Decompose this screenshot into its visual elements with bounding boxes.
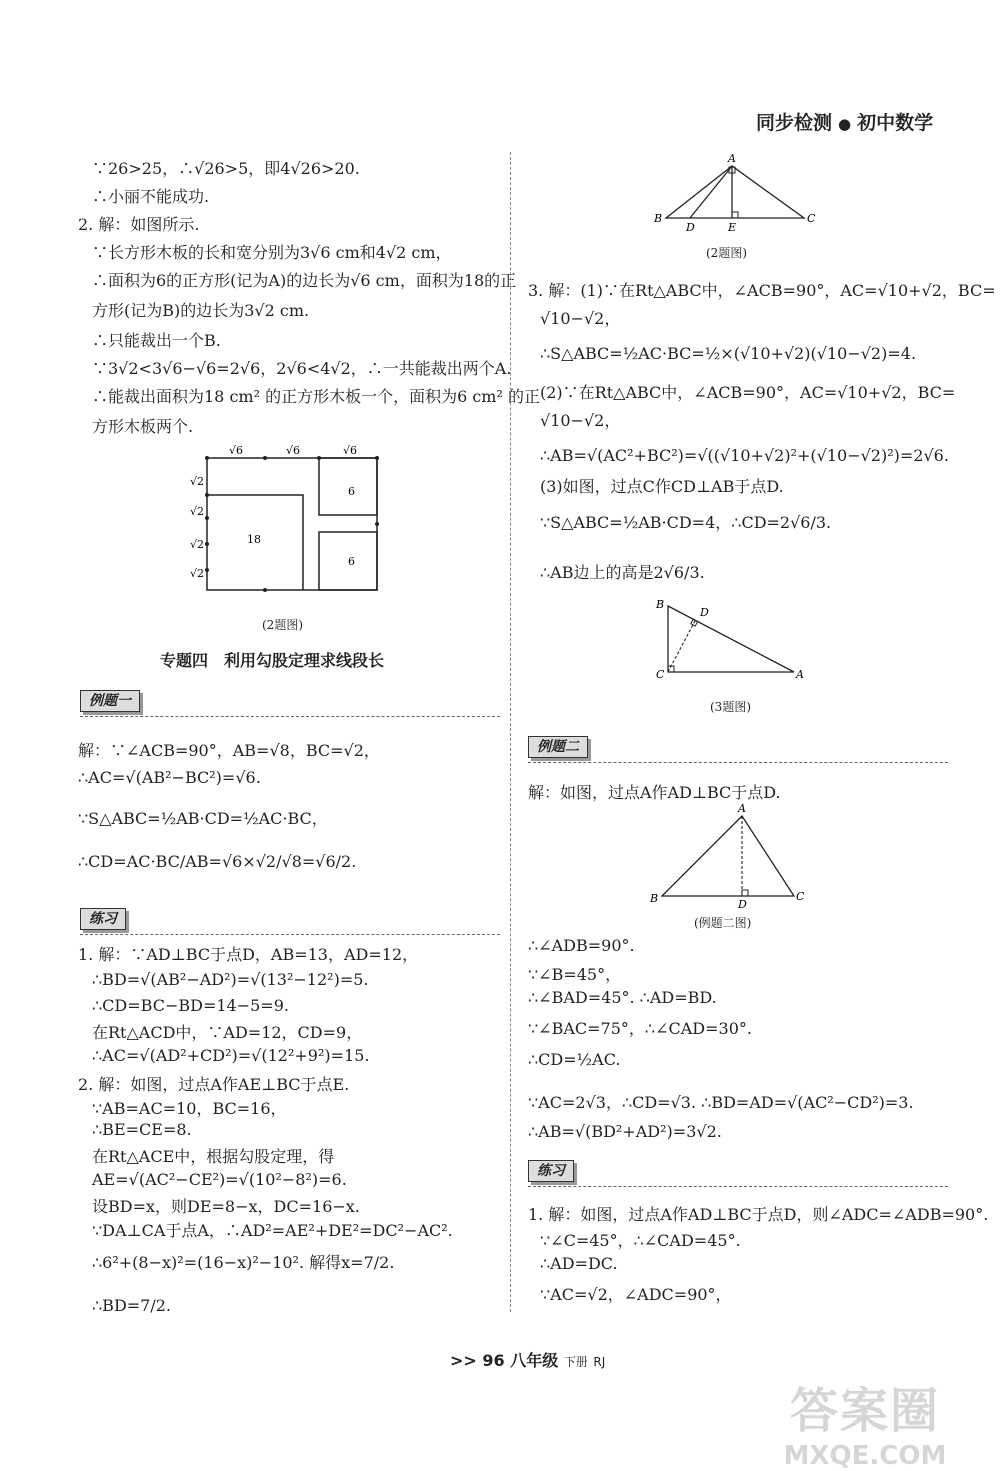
vertex-label: A — [728, 152, 736, 165]
vertex-label: D — [700, 606, 709, 619]
tag-rule — [528, 762, 948, 764]
vertex-label: C — [807, 212, 816, 225]
text-line: ∴能裁出面积为18 cm² 的正方形木板一个，面积为6 cm² 的正 — [92, 387, 540, 406]
text-line: ∴CD=BC−BD=14−5=9. — [92, 996, 289, 1015]
side-label: √2 — [190, 567, 205, 580]
area-label-a1: 6 — [348, 485, 355, 498]
text-line: ∵3√2<3√6−√6=2√6，2√6<4√2，∴一共能裁出两个A. — [92, 359, 512, 378]
text-line: ∴面积为6的正方形(记为A)的边长为√6 cm，面积为18的正 — [92, 271, 517, 290]
area-label-b: 18 — [247, 533, 261, 546]
bullet-icon: ● — [838, 115, 852, 133]
vertex-label: C — [796, 890, 805, 903]
tag-rule — [528, 1186, 948, 1188]
area-label-a2: 6 — [348, 555, 355, 568]
watermark-bottom: MXQE.COM — [783, 1441, 947, 1471]
volume-label: 下册 — [563, 1355, 588, 1369]
vertex-label: C — [656, 668, 665, 681]
figure-caption: (3题图) — [710, 700, 751, 714]
vertex-label: D — [686, 221, 695, 234]
board-outline — [207, 458, 377, 590]
example-tag: 例题一 — [80, 690, 140, 712]
text-line: ∴CD=AC·BC/AB=√6×√2/√8=√6/2. — [78, 852, 357, 871]
text-line: ∵∠BAC=75°，∴∠CAD=30°. — [528, 1019, 752, 1038]
column-divider — [510, 152, 512, 1312]
text-line: ∵AB=AC=10，BC=16， — [92, 1099, 287, 1118]
text-line: ∵AC=2√3，∴CD=√3. ∴BD=AD=√(AC²−CD²)=3. — [528, 1093, 914, 1112]
board-cutting-figure — [185, 440, 405, 600]
top-label: √6 — [286, 444, 301, 457]
text-line: ∴AB边上的高是2√6/3. — [540, 563, 705, 582]
vertex-label: D — [738, 898, 747, 910]
text-line: ∵26>25，∴√26>5，即4√26>20. — [92, 159, 360, 178]
watermark-top: 答案圈 — [789, 1383, 940, 1439]
text-line: ∵∠B=45°， — [528, 965, 622, 984]
side-label: √2 — [190, 505, 205, 518]
text-line: 1. 解：∵AD⊥BC于点D，AB=13，AD=12， — [78, 945, 419, 964]
triangle-figure-ex2 — [646, 802, 816, 910]
text-line: ∵S△ABC=½AB·CD=½AC·BC， — [78, 809, 328, 828]
grade-label: 八年级 — [510, 1351, 559, 1370]
text-line: ∴小丽不能成功. — [92, 187, 210, 206]
text-line: ∴6²+(8−x)²=(16−x)²−10². 解得x=7/2. — [92, 1253, 395, 1272]
vertex-label: E — [728, 221, 737, 234]
side-label: √2 — [190, 538, 205, 551]
text-line: (2)∵在Rt△ABC中，∠ACB=90°，AC=√10+√2，BC= — [540, 383, 956, 402]
text-line: ∴AC=√(AB²−BC²)=√6. — [78, 768, 261, 787]
text-line: ∴S△ABC=½AC·BC=½×(√10+√2)(√10−√2)=4. — [540, 344, 917, 363]
text-line: √10−√2， — [540, 411, 621, 430]
header-title-left: 同步检测 — [756, 112, 833, 134]
text-line: 解：∵∠ACB=90°，AB=√8，BC=√2， — [78, 741, 380, 760]
text-line: 设BD=x，则DE=8−x，DC=16−x. — [92, 1197, 360, 1216]
text-line: ∴AB=√(BD²+AD²)=3√2. — [528, 1122, 722, 1141]
text-line: ∵长方形木板的长和宽分别为3√6 cm和4√2 cm， — [92, 243, 452, 262]
text-line: ∴BD=7/2. — [92, 1296, 172, 1315]
text-line: ∴BD=√(AB²−AD²)=√(13²−12²)=5. — [92, 970, 369, 989]
page-number: 96 — [482, 1351, 505, 1370]
vertex-label: B — [654, 212, 663, 225]
text-line: 解：如图，过点A作AD⊥BC于点D. — [528, 783, 781, 802]
vertex-label: A — [738, 802, 746, 815]
footer-arrows: >> — [450, 1351, 477, 1370]
text-line: (3)如图，过点C作CD⊥AB于点D. — [540, 477, 784, 496]
text-line: ∴AC=√(AD²+CD²)=√(12²+9²)=15. — [92, 1046, 370, 1065]
tag-rule — [80, 934, 500, 936]
text-line: 2. 解：如图所示. — [78, 215, 200, 234]
text-line: 方形木板两个. — [92, 417, 194, 436]
text-line: AE=√(AC²−CE²)=√(10²−8²)=6. — [92, 1170, 347, 1189]
text-line: 方形(记为B)的边长为3√2 cm. — [92, 301, 310, 320]
text-line: ∴∠BAD=45°. ∴AD=BD. — [528, 988, 717, 1007]
text-line: ∴只能裁出一个B. — [92, 331, 221, 350]
text-line: ∵DA⊥CA于点A，∴AD²=AE²+DE²=DC²−AC². — [92, 1221, 453, 1240]
figure-caption: (例题二图) — [694, 916, 752, 930]
edition-label: RJ — [593, 1355, 606, 1369]
top-label: √6 — [343, 444, 358, 457]
text-line: 在Rt△ACD中，∵AD=12，CD=9， — [92, 1023, 363, 1042]
text-line: 1. 解：如图，过点A作AD⊥BC于点D，则∠ADC=∠ADB=90°. — [528, 1205, 989, 1224]
text-line: ∵∠C=45°，∴∠CAD=45°. — [540, 1231, 741, 1250]
text-line: ∴CD=½AC. — [528, 1050, 621, 1069]
text-line: ∵S△ABC=½AB·CD=4，∴CD=2√6/3. — [540, 513, 832, 532]
page-footer — [450, 1348, 605, 1371]
text-line: 3. 解：(1)∵在Rt△ABC中，∠ACB=90°，AC=√10+√2，BC= — [528, 281, 996, 300]
text-line: ∴AB=√(AC²+BC²)=√((√10+√2)²+(√10−√2)²)=2√6. — [540, 446, 949, 465]
watermark — [745, 1372, 985, 1471]
text-line: √10−√2， — [540, 309, 621, 328]
text-line: 在Rt△ACE中，根据勾股定理，得 — [92, 1147, 335, 1166]
text-line: ∴AD=DC. — [540, 1254, 618, 1273]
vertex-label: A — [796, 668, 804, 681]
right-triangle-figure-3 — [652, 596, 812, 686]
side-label: √2 — [190, 475, 205, 488]
header-title-right: 初中数学 — [857, 112, 934, 134]
page-header — [756, 108, 956, 135]
practice-tag: 练习 — [528, 1160, 574, 1182]
figure-caption: (2题图) — [262, 618, 303, 632]
text-line: 2. 解：如图，过点A作AE⊥BC于点E. — [78, 1075, 350, 1094]
figure-caption: (2题图) — [706, 246, 747, 260]
text-line: ∴∠ADB=90°. — [528, 936, 635, 955]
text-line: ∵AC=√2，∠ADC=90°， — [540, 1285, 732, 1304]
text-line: ∴BE=CE=8. — [92, 1120, 192, 1139]
vertex-label: B — [650, 892, 659, 905]
tag-rule — [80, 716, 500, 718]
practice-tag: 练习 — [80, 908, 126, 930]
top-label: √6 — [229, 444, 244, 457]
section-title: 专题四 利用勾股定理求线段长 — [160, 651, 385, 670]
example-tag: 例题二 — [528, 736, 588, 758]
triangle-figure-2 — [650, 152, 825, 234]
vertex-label: B — [656, 598, 665, 611]
